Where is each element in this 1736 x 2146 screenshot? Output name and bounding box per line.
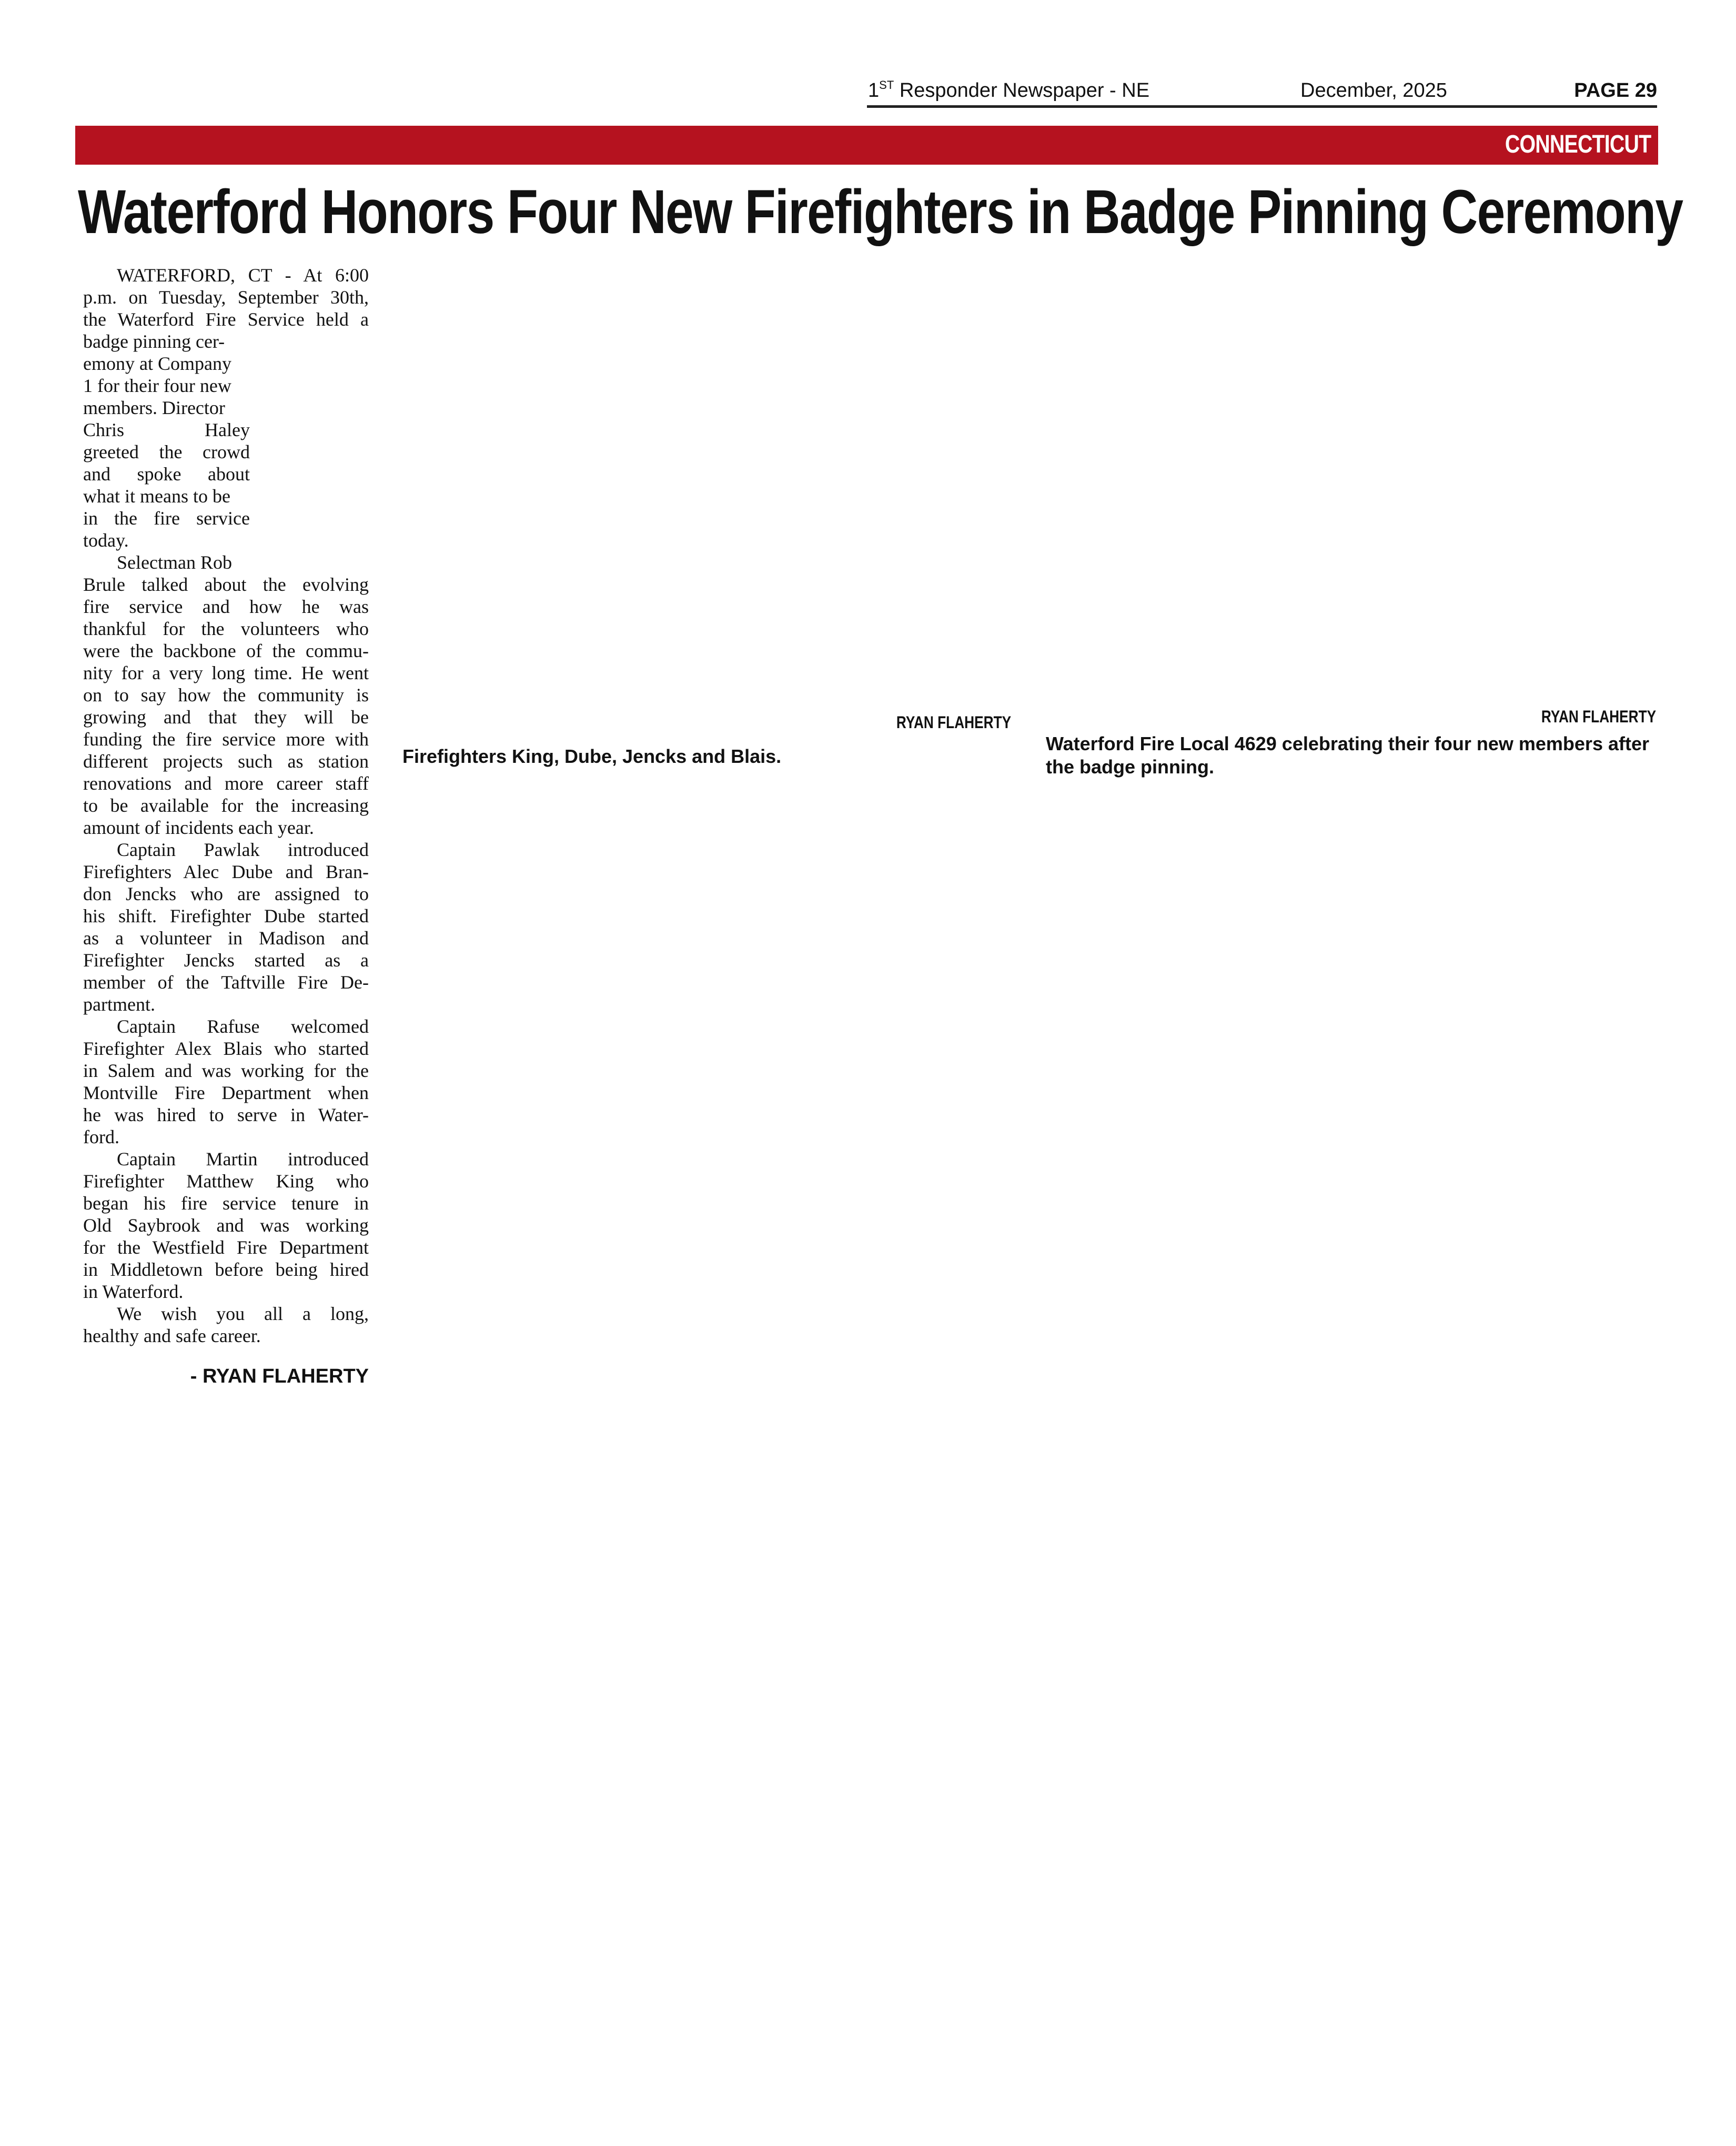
headline: Waterford Honors Four New Firefighters in Badge Pinning Ceremony bbox=[78, 177, 1683, 247]
publication-prefix: 1 bbox=[868, 79, 880, 102]
article-line: Firefighter Alex Blais who started bbox=[83, 1038, 369, 1059]
publication-superscript: ST bbox=[879, 78, 894, 92]
article-line: members. Director bbox=[83, 397, 225, 418]
article-line: WATERFORD, CT - At 6:00 bbox=[117, 265, 369, 286]
article-line: amount of incidents each year. bbox=[83, 817, 314, 838]
article-line: the Waterford Fire Service held a bbox=[83, 309, 369, 330]
article-line: Brule talked about the evolving bbox=[83, 574, 369, 595]
issue-date: December, 2025 bbox=[1300, 79, 1447, 102]
article-line: to be available for the increasing bbox=[83, 795, 369, 816]
article-line: ford. bbox=[83, 1126, 119, 1147]
article-line: Montville Fire Department when bbox=[83, 1082, 369, 1103]
article-line: funding the fire service more with bbox=[83, 729, 369, 750]
article-line: Old Saybrook and was working bbox=[83, 1215, 369, 1236]
article-line: in Waterford. bbox=[83, 1281, 184, 1302]
article-line: as a volunteer in Madison and bbox=[83, 928, 369, 949]
article-line: in Salem and was working for the bbox=[83, 1060, 369, 1081]
article-line: Captain Pawlak introduced bbox=[117, 839, 369, 860]
article-line: in Middletown before being hired bbox=[83, 1259, 369, 1280]
article-line: renovations and more career staff bbox=[83, 773, 369, 794]
article-line: were the backbone of the commu- bbox=[83, 640, 369, 661]
article-line: growing and that they will be bbox=[83, 707, 369, 728]
page-number: PAGE 29 bbox=[1574, 79, 1657, 102]
article-line: in the fire service bbox=[83, 508, 250, 529]
article-line: began his fire service tenure in bbox=[83, 1193, 369, 1214]
article-line: fire service and how he was bbox=[83, 596, 369, 617]
article-line: emony at Company bbox=[83, 353, 231, 374]
photo-caption-1: Firefighters King, Dube, Jencks and Blais. bbox=[402, 745, 782, 767]
article-line: Selectman Rob bbox=[117, 552, 232, 573]
article-line: Firefighters Alec Dube and Bran- bbox=[83, 861, 369, 882]
article-line: 1 for their four new bbox=[83, 375, 231, 396]
article-line: Chris Haley bbox=[83, 419, 250, 440]
article-line: greeted the crowd bbox=[83, 441, 250, 462]
article-line: badge pinning cer- bbox=[83, 331, 225, 352]
article-byline: - RYAN FLAHERTY bbox=[190, 1365, 369, 1387]
article-line: p.m. on Tuesday, September 30th, bbox=[83, 287, 369, 308]
photo-caption-2: Waterford Fire Local 4629 celebrating their four new members after the badge pinning. bbox=[1046, 733, 1649, 778]
publication-name bbox=[868, 79, 1149, 102]
article-line: he was hired to serve in Water- bbox=[83, 1104, 369, 1125]
article-line: member of the Taftville Fire De- bbox=[83, 972, 369, 993]
article-line: his shift. Firefighter Dube started bbox=[83, 905, 369, 926]
article-line: Firefighter Jencks started as a bbox=[83, 950, 369, 971]
article-line: Captain Martin introduced bbox=[117, 1148, 369, 1170]
article-line: Firefighter Matthew King who bbox=[83, 1171, 369, 1192]
photo-credit-2: RYAN FLAHERTY bbox=[1541, 707, 1656, 726]
article-line: Captain Rafuse welcomed bbox=[117, 1016, 369, 1037]
article-line: for the Westfield Fire Department bbox=[83, 1237, 369, 1258]
article-line: what it means to be bbox=[83, 486, 230, 507]
article-line: don Jencks who are assigned to bbox=[83, 883, 369, 904]
article-line: nity for a very long time. He went bbox=[83, 662, 369, 683]
photo-credit-1: RYAN FLAHERTY bbox=[896, 713, 1011, 732]
article-body bbox=[83, 264, 369, 1347]
article-line: on to say how the community is bbox=[83, 684, 369, 706]
article-line: different projects such as station bbox=[83, 751, 369, 772]
section-bar bbox=[75, 126, 1658, 165]
article-line: healthy and safe career. bbox=[83, 1325, 261, 1346]
section-label: CONNECTICUT bbox=[1505, 130, 1651, 158]
article-line: We wish you all a long, bbox=[117, 1303, 369, 1324]
article-line: and spoke about bbox=[83, 464, 250, 485]
publication-rest: Responder Newspaper - NE bbox=[894, 79, 1150, 102]
article-line: partment. bbox=[83, 994, 155, 1015]
masthead bbox=[867, 78, 1657, 108]
article-line: today. bbox=[83, 530, 129, 551]
article-line: thankful for the volunteers who bbox=[83, 618, 369, 639]
